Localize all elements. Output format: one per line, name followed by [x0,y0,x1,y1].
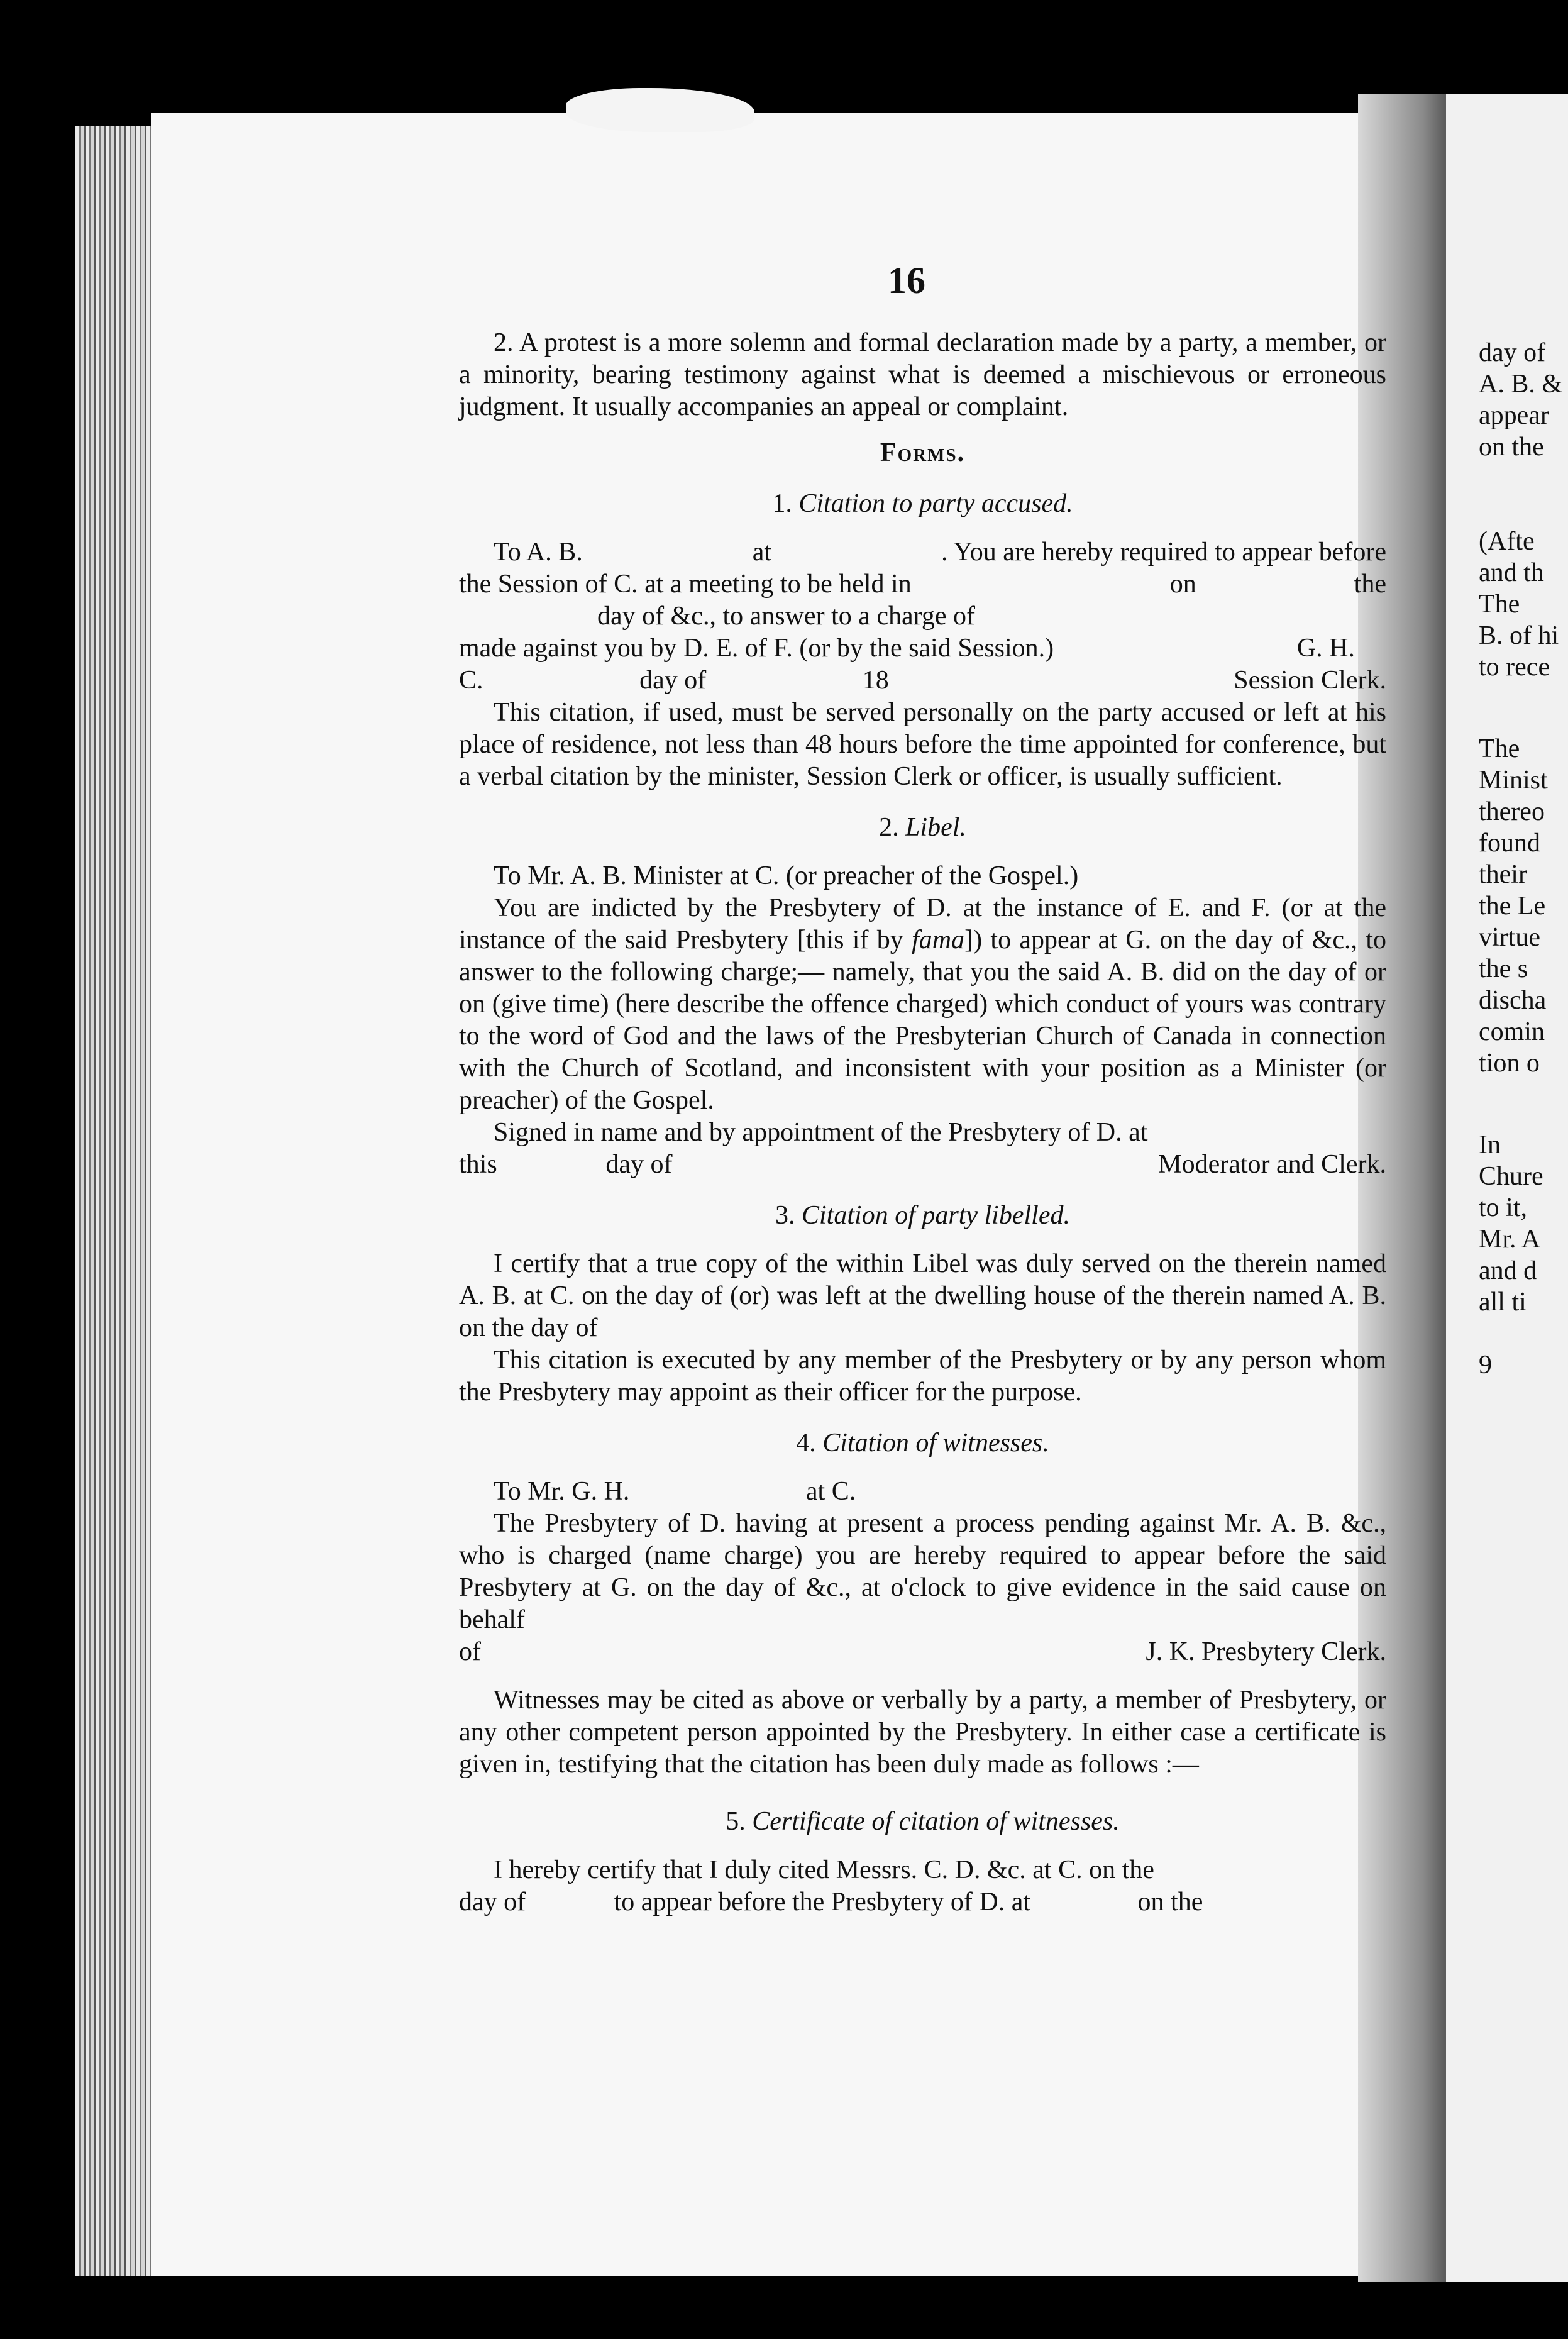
form-5-heading [459,1806,1386,1838]
form-2-body: You are indicted by the Presbytery of D. at the instance of E. and F. (or at the instance of the said Presbytery [this if by fama]) to appear at G. on the day of &c., to answer to the following charge;— namely, that you the said A. B. did on the day of or on (give time) (here describe the offence charged) which conduct of yours was contrary to the word of God and the laws of the Presbyterian Church of Canada in connection with the Church of Scotland, and inconsistent with your position as a Minister (or preacher) of the Gospel. [459,893,1386,1115]
facing-page-line: and d [1479,1256,1537,1285]
form-4-body: The Presbytery of D. having at present a process pending against Mr. A. B. &c., who is charged (name charge) you are hereby required to appear before the said Presbytery at G. on the day of &c., at o'clock to give evidence in the said cause on behalf [459,1509,1386,1634]
form-1-title: Citation to party accused. [798,489,1073,518]
facing-page-line: the s [1479,954,1528,983]
form-5-line-1: I hereby certify that I duly cited Messrs. C. D. &c. at C. on the [494,1855,1154,1884]
facing-page-line: to it, [1479,1193,1528,1222]
form-1-line-2: the Session of C. at a meeting to be held in on the [459,570,1386,599]
form-4-line-1: To Mr. G. H. at C. [494,1477,856,1506]
facing-page-line: the Le [1479,892,1546,921]
form-1-note: This citation, if used, must be served personally on the party accused or left at his place of residence, not less than 48 hours before the time appointed for conference, but a verbal citation by the minister, Session Clerk or officer, is usually sufficient. [459,698,1386,791]
facing-page-line: Minist [1479,766,1548,795]
facing-page-line: virtue [1479,923,1540,952]
form-3-title: Citation of party libelled. [802,1201,1070,1230]
form-3-heading [459,1200,1386,1232]
page-number: 16 [888,260,925,301]
form-2-signed: Signed in name and by appointment of the Presbytery of D. at [494,1118,1148,1147]
facing-page-line: and th [1479,558,1544,587]
form-1-heading [459,488,1386,520]
page-tear [566,88,754,132]
form-1-line-1: To A. B. at . You are hereby required to appear before [494,538,1386,567]
facing-page-line: B. of hi [1479,621,1559,650]
facing-page-line: appear [1479,401,1549,430]
form-5-title: Certificate of citation of witnesses. [752,1807,1120,1836]
form-4-note: Witnesses may be cited as above or verbally by a party, a member of Presbytery, or any other competent person appointed by the Presbytery. In either case a certificate is given in, testifying that the citation has been duly made as follows :— [459,1686,1386,1779]
form-4-number: 4. [796,1429,816,1457]
book-spine-edge [75,126,151,2276]
form-4-signature-line: of J. K. Presbytery Clerk. [459,1637,1386,1666]
form-1-line-4: made against you by D. E. of F. (or by the said Session.) G. H. [459,634,1355,663]
page-body [459,327,1386,1918]
form-2-number: 2. [879,813,899,842]
facing-page-line: found [1479,829,1540,858]
facing-page-line: to rece [1479,653,1550,682]
facing-page-line: discha [1479,986,1547,1015]
form-2-heading [459,812,1386,844]
facing-page-line: In [1479,1131,1501,1159]
form-4-title: Citation of witnesses. [822,1429,1049,1457]
form-2-title: Libel. [905,813,966,842]
facing-page-fragment [1446,94,1568,2282]
form-3-number: 3. [775,1201,795,1230]
form-3-body: I certify that a true copy of the within Libel was duly served on the therein named A. B. at C. on the day of (or) was left at the dwelling house of the therein named A. B. on the day of [459,1249,1386,1342]
form-5-number: 5. [726,1807,746,1836]
protest-paragraph: 2. A protest is a more solemn and formal declaration made by a party, a member, or a minority, bearing testimony against what is deemed a mischievous or erroneous judgment. It usually accompanies an appeal or complaint. [459,328,1386,421]
form-1-number: 1. [772,489,792,518]
facing-page-line: thereo [1479,797,1545,826]
facing-page-line: (Afte [1479,527,1535,556]
form-5-line-2: day of to appear before the Presbytery of D. at on the [459,1888,1203,1916]
facing-page-line: their [1479,860,1527,889]
form-1-line-5: C. day of 18 Session Clerk. [459,666,1386,695]
facing-page-line: on the [1479,433,1544,462]
form-1-line-3: day of &c., to answer to a charge of [597,602,976,631]
facing-page-line: comin [1479,1017,1545,1046]
facing-page-line: The [1479,590,1520,619]
forms-title: Forms. [880,438,966,467]
form-3-note: This citation is executed by any member of the Presbytery or by any person whom the Presbytery may appoint as their officer for the purpose. [459,1346,1386,1407]
form-4-heading [459,1427,1386,1459]
facing-page-line: day of [1479,338,1546,367]
facing-page-line: all ti [1479,1288,1527,1317]
facing-page-line: Mr. A [1479,1225,1541,1254]
form-2-line-1: To Mr. A. B. Minister at C. (or preacher of the Gospel.) [494,861,1079,890]
facing-page-line: A. B. & [1479,370,1563,399]
form-2-this-line: this day of Moderator and Clerk. [459,1150,1386,1179]
facing-page-line: tion o [1479,1049,1540,1078]
facing-page-line: The [1479,734,1520,763]
facing-page-line: 9 [1479,1351,1492,1380]
facing-page-line: Chure [1479,1162,1543,1191]
